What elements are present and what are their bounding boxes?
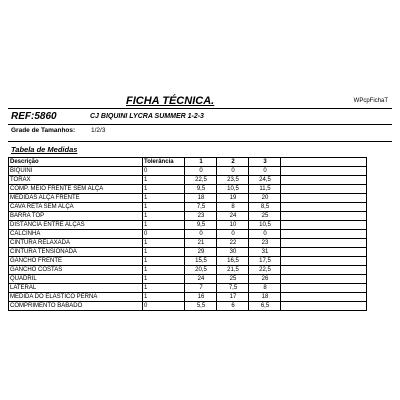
row-size-1-value: 22,5 — [185, 176, 217, 185]
row-size-1-value: 16 — [185, 293, 217, 302]
row-size-1-value: 7 — [185, 284, 217, 293]
table-row — [9, 203, 367, 212]
row-size-2-value: 10 — [217, 221, 249, 230]
empty-cell — [281, 203, 367, 212]
empty-cell — [281, 185, 367, 194]
row-description: COMP. MEIO FRENTE SEM ALÇA — [9, 185, 143, 194]
row-size-1-value: 15,5 — [185, 257, 217, 266]
row-size-3-value: 31 — [249, 248, 281, 257]
table-row — [9, 176, 367, 185]
empty-cell — [281, 239, 367, 248]
table-row — [9, 248, 367, 257]
row-size-2-value: 19 — [217, 194, 249, 203]
row-size-3-value: 8 — [249, 284, 281, 293]
row-description: GANCHO FRENTE — [9, 257, 143, 266]
row-size-2-value: 6 — [217, 302, 249, 311]
row-size-2-value: 30 — [217, 248, 249, 257]
product-name: CJ BIQUINI LYCRA SUMMER 1-2-3 — [90, 113, 204, 120]
empty-cell — [281, 212, 367, 221]
table-row — [9, 293, 367, 302]
table-row — [9, 239, 367, 248]
title-row — [8, 95, 392, 109]
table-row — [9, 212, 367, 221]
row-size-1-value: 20,5 — [185, 266, 217, 275]
table-row — [9, 194, 367, 203]
empty-column — [281, 158, 367, 167]
empty-cell — [281, 221, 367, 230]
row-description: TORAX — [9, 176, 143, 185]
measures-header-row — [9, 158, 367, 167]
row-size-3-value: 17,5 — [249, 257, 281, 266]
row-size-1-value: 0 — [185, 230, 217, 239]
row-size-2-value: 22 — [217, 239, 249, 248]
table-row — [9, 257, 367, 266]
column-header-size-3: 3 — [249, 158, 281, 167]
row-size-1-value: 9,5 — [185, 185, 217, 194]
table-row — [9, 275, 367, 284]
row-size-2-value: 0 — [217, 230, 249, 239]
row-size-3-value: 0 — [249, 230, 281, 239]
row-description: MEDIDA DO ELÁSTICO PERNA — [9, 293, 143, 302]
empty-cell — [281, 194, 367, 203]
row-size-2-value: 0 — [217, 167, 249, 176]
row-description: CINTURA TENSIONADA — [9, 248, 143, 257]
row-tolerance: 1 — [143, 176, 185, 185]
row-description: BIQUINI — [9, 167, 143, 176]
product-reference: REF:5860 — [11, 111, 57, 122]
reference-row — [8, 109, 392, 125]
row-size-3-value: 10,5 — [249, 221, 281, 230]
column-header-size-1: 1 — [185, 158, 217, 167]
row-size-3-value: 25 — [249, 212, 281, 221]
row-tolerance: 1 — [143, 185, 185, 194]
row-size-1-value: 29 — [185, 248, 217, 257]
row-size-3-value: 20 — [249, 194, 281, 203]
row-size-2-value: 17 — [217, 293, 249, 302]
row-description: COMPRIMENTO BABADO — [9, 302, 143, 311]
row-size-3-value: 8,5 — [249, 203, 281, 212]
empty-cell — [281, 266, 367, 275]
row-size-1-value: 5,5 — [185, 302, 217, 311]
row-tolerance: 1 — [143, 248, 185, 257]
row-tolerance: 0 — [143, 167, 185, 176]
row-size-3-value: 11,5 — [249, 185, 281, 194]
row-size-1-value: 21 — [185, 239, 217, 248]
table-row — [9, 266, 367, 275]
row-size-3-value: 6,5 — [249, 302, 281, 311]
size-grade-value: 1/2/3 — [91, 127, 106, 134]
document-title: FICHA TÉCNICA. — [126, 95, 215, 107]
row-size-1-value: 9,5 — [185, 221, 217, 230]
row-size-2-value: 23,5 — [217, 176, 249, 185]
row-description: CALCINHA — [9, 230, 143, 239]
row-size-3-value: 0 — [249, 167, 281, 176]
row-size-2-value: 10,5 — [217, 185, 249, 194]
row-tolerance: 1 — [143, 203, 185, 212]
row-tolerance: 1 — [143, 293, 185, 302]
table-row — [9, 284, 367, 293]
row-size-3-value: 26 — [249, 275, 281, 284]
row-tolerance: 1 — [143, 221, 185, 230]
table-row — [9, 167, 367, 176]
row-description: BARRA TOP — [9, 212, 143, 221]
spec-sheet — [8, 95, 392, 309]
row-tolerance: 1 — [143, 212, 185, 221]
row-size-2-value: 25 — [217, 275, 249, 284]
empty-cell — [281, 167, 367, 176]
empty-cell — [281, 293, 367, 302]
table-row — [9, 230, 367, 239]
row-tolerance: 1 — [143, 257, 185, 266]
row-size-2-value: 16,5 — [217, 257, 249, 266]
table-row — [9, 185, 367, 194]
row-description: QUADRIL — [9, 275, 143, 284]
row-size-3-value: 23 — [249, 239, 281, 248]
size-grade-label: Grade de Tamanhos: — [11, 127, 76, 134]
report-code: WPcpFichaT — [353, 98, 388, 104]
row-size-1-value: 0 — [185, 167, 217, 176]
row-description: MEDIDAS ALÇA FRENTE — [9, 194, 143, 203]
row-description: DISTÂNCIA ENTRE ALÇAS — [9, 221, 143, 230]
row-size-3-value: 18 — [249, 293, 281, 302]
row-size-2-value: 21,5 — [217, 266, 249, 275]
row-tolerance: 1 — [143, 275, 185, 284]
row-description: GANCHO COSTAS — [9, 266, 143, 275]
row-size-2-value: 7,5 — [217, 284, 249, 293]
empty-cell — [281, 302, 367, 311]
empty-cell — [281, 248, 367, 257]
column-header-description: Descrição — [9, 158, 143, 167]
measures-section — [8, 141, 392, 309]
row-tolerance: 1 — [143, 239, 185, 248]
empty-cell — [281, 275, 367, 284]
column-header-tolerance: Tolerância — [143, 158, 185, 167]
row-tolerance: 1 — [143, 266, 185, 275]
size-grade-row — [8, 125, 392, 136]
measures-title: Tabela de Medidas — [11, 145, 78, 154]
row-description: CAVA RETA SEM ALÇA — [9, 203, 143, 212]
empty-cell — [281, 284, 367, 293]
row-size-3-value: 24,5 — [249, 176, 281, 185]
row-tolerance: 0 — [143, 302, 185, 311]
table-row — [9, 221, 367, 230]
measures-table — [8, 157, 367, 311]
row-description: CINTURA RELAXADA — [9, 239, 143, 248]
empty-cell — [281, 176, 367, 185]
table-row — [9, 302, 367, 311]
row-size-1-value: 24 — [185, 275, 217, 284]
row-description: LATERAL — [9, 284, 143, 293]
row-tolerance: 1 — [143, 194, 185, 203]
column-header-size-2: 2 — [217, 158, 249, 167]
row-size-1-value: 7,5 — [185, 203, 217, 212]
row-size-3-value: 22,5 — [249, 266, 281, 275]
empty-cell — [281, 257, 367, 266]
row-tolerance: 0 — [143, 230, 185, 239]
row-size-1-value: 18 — [185, 194, 217, 203]
empty-cell — [281, 230, 367, 239]
row-size-1-value: 23 — [185, 212, 217, 221]
row-size-2-value: 24 — [217, 212, 249, 221]
measures-body — [9, 167, 367, 311]
row-size-2-value: 8 — [217, 203, 249, 212]
row-tolerance: 1 — [143, 284, 185, 293]
